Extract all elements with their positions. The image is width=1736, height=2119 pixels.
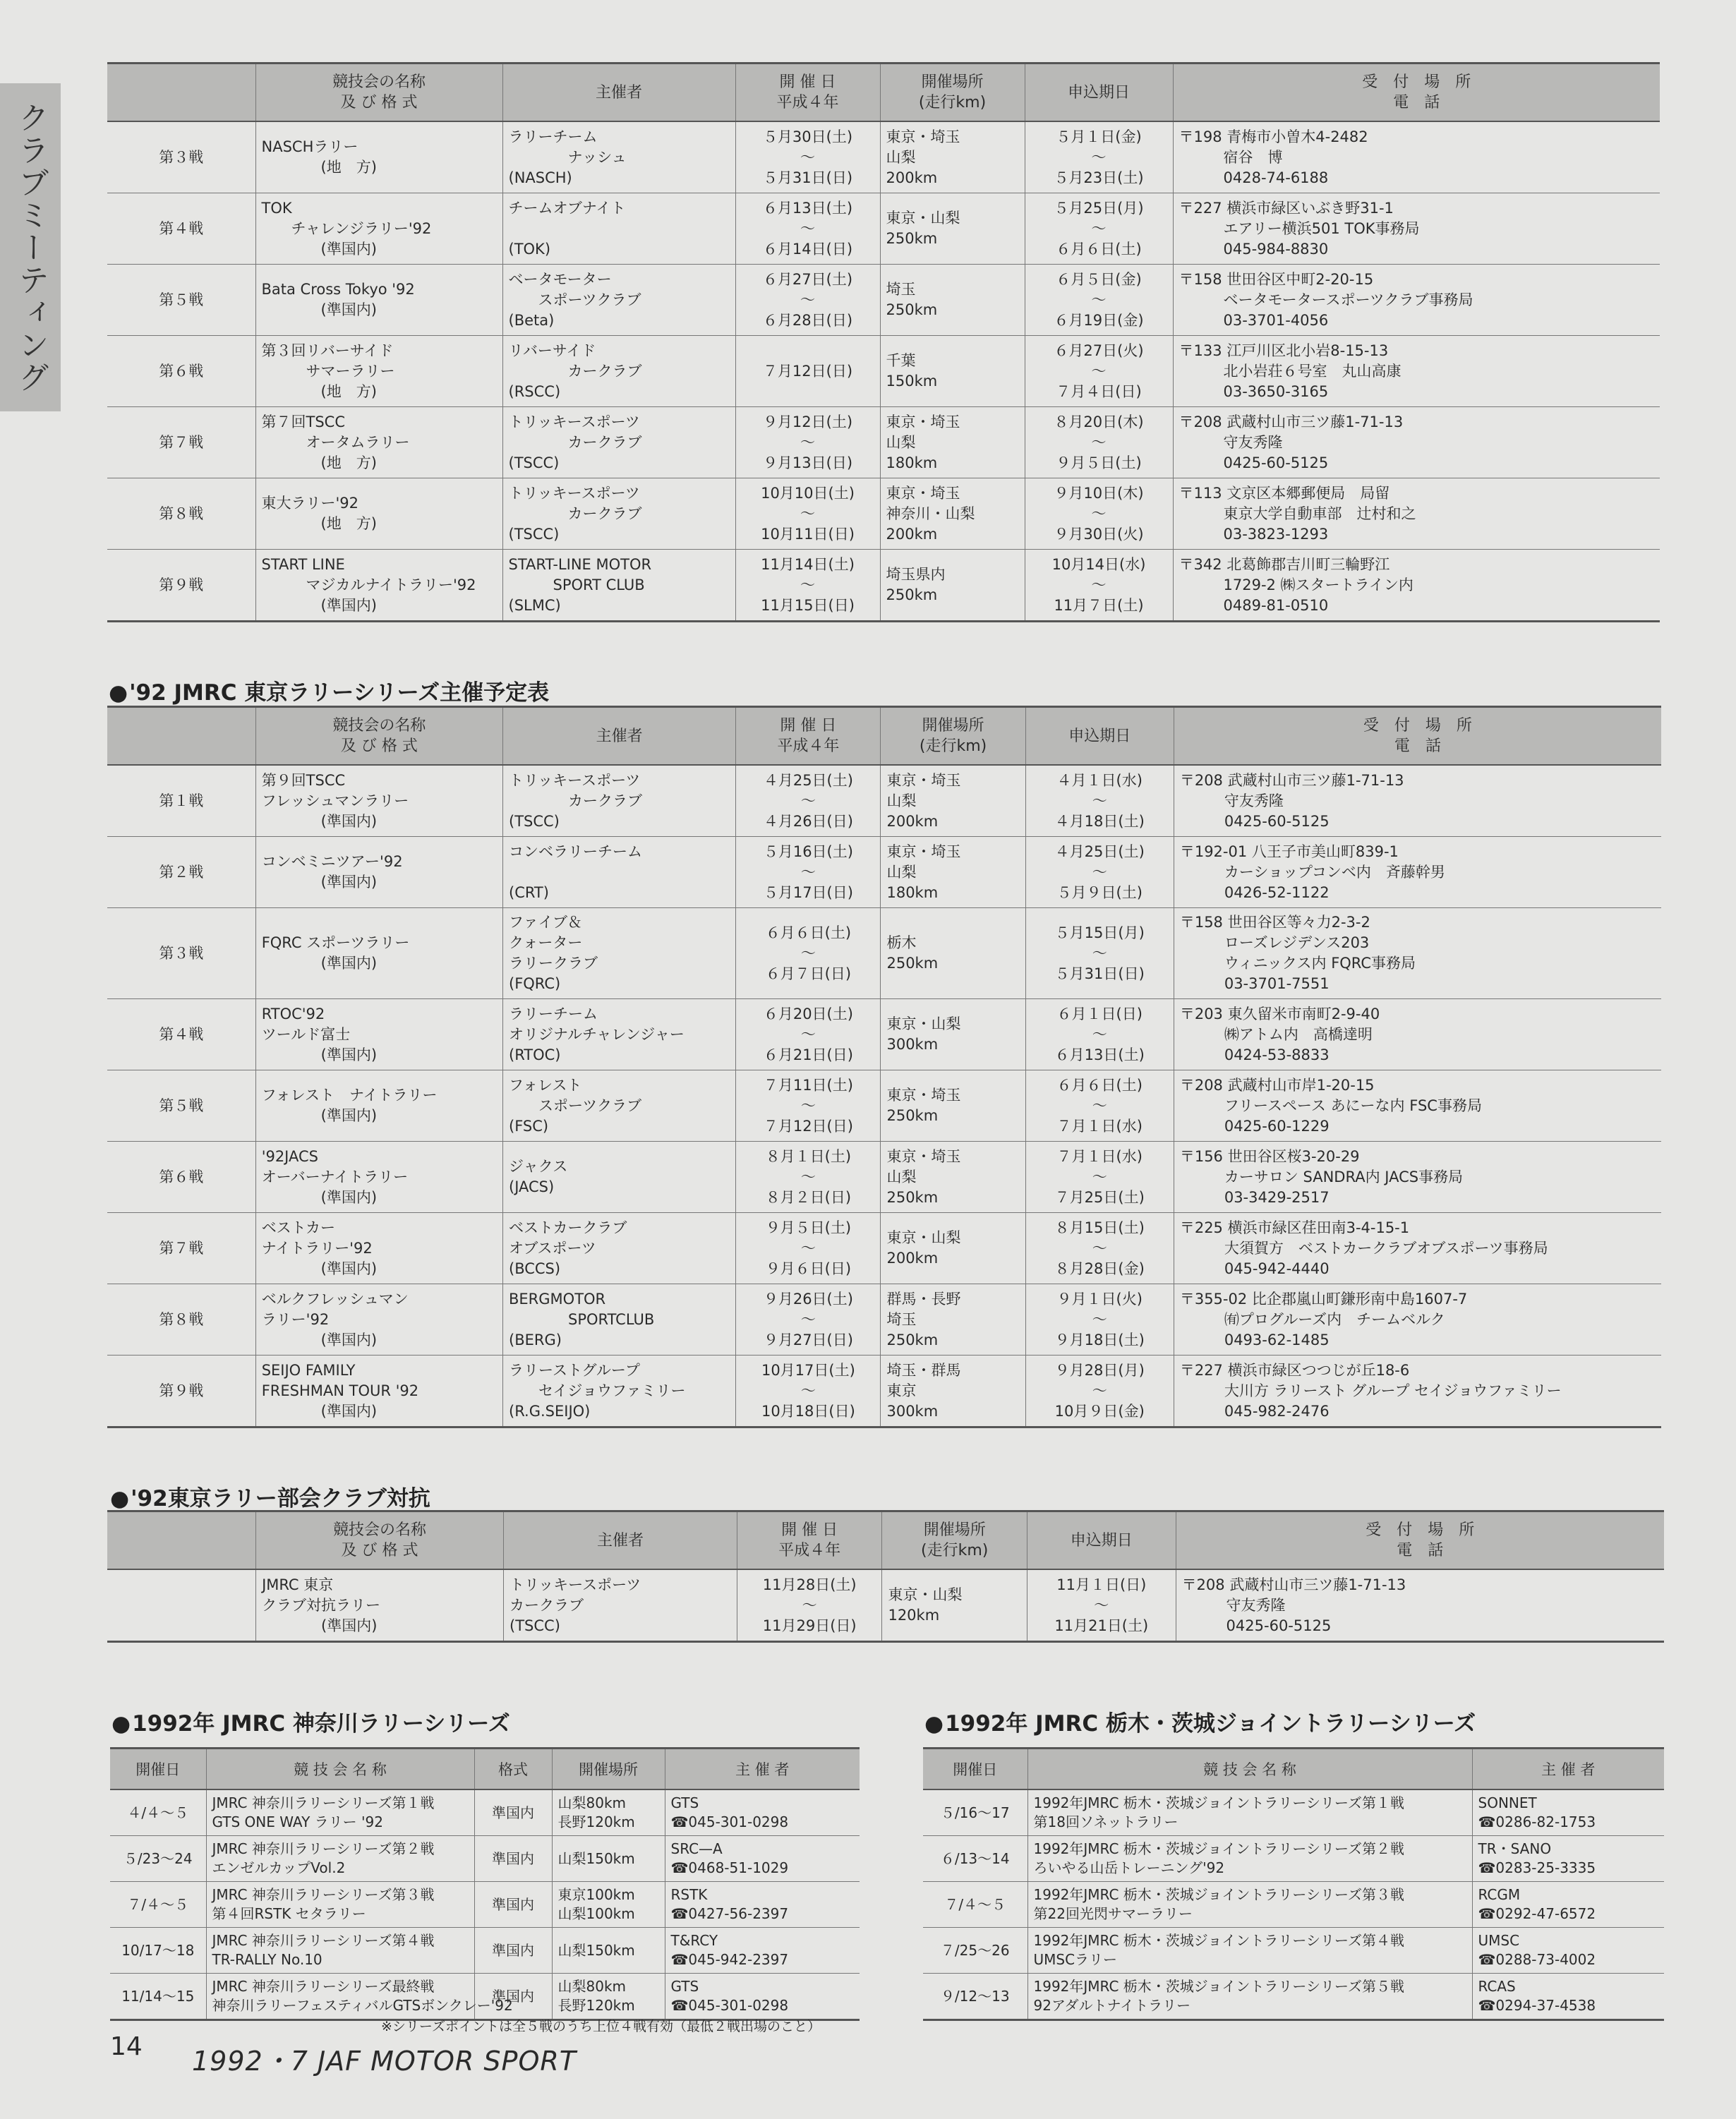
column-header: 競 技 会 名 称 — [206, 1749, 474, 1790]
grade-cell: 準国内 — [474, 1928, 552, 1974]
date-cell: ４月25日(土) 〜 ４月26日(日) — [736, 765, 881, 837]
table-row — [107, 265, 1660, 336]
column-header: 開 催 日 平成４年 — [735, 64, 880, 122]
contact-cell: 〒355-02 比企郡嵐山町鎌形南中島1607-7 ㈲プログルーズ内 チームベルク 0493-62-1485 — [1174, 1284, 1661, 1356]
section5-title: ● 1992年 JMRC 栃木・茨城ジョイントラリーシリーズ — [924, 1706, 1476, 1737]
table-row — [110, 1974, 860, 2020]
date-cell: 11月28日(土) 〜 11月29日(日) — [737, 1569, 882, 1642]
deadline-cell: 11月１日(日) 〜 11月21日(土) — [1027, 1569, 1176, 1642]
table-row — [107, 1142, 1661, 1213]
organizer-cell: トリッキースポーツ カークラブ (TSCC) — [504, 1569, 737, 1642]
column-header: 競 技 会 名 称 — [1027, 1749, 1472, 1790]
event-name-cell: フォレスト ナイトラリー (準国内) — [255, 1070, 502, 1142]
deadline-cell: ６月５日(金) 〜 ６月19日(金) — [1025, 265, 1173, 336]
column-header: 開 催 日 平成４年 — [736, 707, 881, 766]
deadline-cell: ８月15日(土) 〜 ８月28日(金) — [1025, 1213, 1174, 1284]
date-cell: ７/４〜５ — [110, 1882, 206, 1928]
event-name-cell: SEIJO FAMILY FRESHMAN TOUR '92 (準国内) — [255, 1356, 502, 1427]
column-header: 格式 — [474, 1749, 552, 1790]
event-name-cell: '92JACS オーバーナイトラリー (準国内) — [255, 1142, 502, 1213]
table-row — [110, 1882, 860, 1928]
column-header: 主催者 — [504, 1511, 737, 1570]
organizer-cell: トリッキースポーツ カークラブ (TSCC) — [503, 765, 736, 837]
column-header: 開催場所 (走行km) — [882, 1511, 1027, 1570]
column-header: 主催者 — [503, 707, 736, 766]
deadline-cell: ９月１日(火) 〜 ９月18日(土) — [1025, 1284, 1174, 1356]
date-cell: ９/12〜13 — [923, 1974, 1027, 2020]
venue-cell: 山梨80km 長野120km — [552, 1974, 665, 2020]
header-row — [107, 707, 1661, 766]
venue-cell: 埼玉 250km — [880, 265, 1025, 336]
organizer-cell: ラリーチーム ナッシュ (NASCH) — [502, 121, 735, 193]
date-cell: ９月５日(土) 〜 ９月６日(日) — [736, 1213, 881, 1284]
contact-cell: 〒227 横浜市緑区つつじが丘18-6 大川方 ラリースト グループ セイジョウファミリー 045-982-2476 — [1174, 1356, 1661, 1427]
organizer-cell: BERGMOTOR SPORTCLUB (BERG) — [503, 1284, 736, 1356]
venue-cell: 東京・山梨 300km — [881, 999, 1025, 1070]
organizer-cell: ファイブ＆ クォーター ラリークラブ (FQRC) — [503, 908, 736, 999]
table-kanagawa-series — [110, 1747, 860, 2021]
date-cell: ４/４〜５ — [110, 1789, 206, 1836]
venue-cell: 山梨150km — [552, 1836, 665, 1882]
column-header: 申込期日 — [1025, 707, 1174, 766]
event-name-cell: コンベミニツアー'92 (準国内) — [255, 837, 502, 908]
round-cell: 第６戦 — [107, 336, 255, 407]
table-row — [107, 999, 1661, 1070]
contact-cell: 〒208 武蔵村山市三ツ藤1-71-13 守友秀隆 0425-60-5125 — [1176, 1569, 1664, 1642]
event-name-cell: 第９回TSCC フレッシュマンラリー (準国内) — [255, 765, 502, 837]
table-tochigi-series — [923, 1747, 1664, 2021]
column-header: 受 付 場 所 電 話 — [1174, 707, 1661, 766]
round-cell: 第９戦 — [107, 550, 255, 622]
event-name-cell: 1992年JMRC 栃木・茨城ジョイントラリーシリーズ第５戦 92アダルトナイトラリー — [1027, 1974, 1472, 2020]
date-cell: 11/14〜15 — [110, 1974, 206, 2020]
round-cell: 第４戦 — [107, 193, 255, 265]
event-name-cell: ベルクフレッシュマン ラリー'92 (準国内) — [255, 1284, 502, 1356]
section3-title: ● '92東京ラリー部会クラブ対抗 — [110, 1480, 430, 1512]
round-cell: 第７戦 — [107, 407, 255, 478]
date-cell: ７/25〜26 — [923, 1928, 1027, 1974]
column-header: 競技会の名称 及 び 格 式 — [255, 707, 502, 766]
table-events-top — [107, 62, 1660, 622]
venue-cell: 東京・埼玉 250km — [881, 1070, 1025, 1142]
date-cell: ５/23〜24 — [110, 1836, 206, 1882]
table-row — [107, 336, 1660, 407]
round-cell: 第９戦 — [107, 1356, 255, 1427]
venue-cell: 東京・埼玉 山梨 180km — [881, 837, 1025, 908]
round-cell: 第１戦 — [107, 765, 255, 837]
organizer-cell: RSTK ☎0427-56-2397 — [665, 1882, 860, 1928]
deadline-cell: ９月10日(木) 〜 ９月30日(火) — [1025, 478, 1173, 550]
organizer-cell: SRC—A ☎0468-51-1029 — [665, 1836, 860, 1882]
table-row — [107, 121, 1660, 193]
deadline-cell: ６月27日(火) 〜 ７月４日(日) — [1025, 336, 1173, 407]
date-cell: ９月26日(土) 〜 ９月27日(日) — [736, 1284, 881, 1356]
organizer-cell: TR・SANO ☎0283-25-3335 — [1472, 1836, 1664, 1882]
contact-cell: 〒227 横浜市緑区いぶき野31-1 エアリー横浜501 TOK事務局 045-984-8830 — [1173, 193, 1660, 265]
date-cell: 10月17日(土) 〜 10月18日(日) — [736, 1356, 881, 1427]
column-header: 開催場所 (走行km) — [881, 707, 1025, 766]
date-cell: ９月12日(土) 〜 ９月13日(日) — [735, 407, 880, 478]
event-name-cell: 1992年JMRC 栃木・茨城ジョイントラリーシリーズ第２戦 ろいやる山岳トレーニング'92 — [1027, 1836, 1472, 1882]
event-name-cell: ベストカー ナイトラリー'92 (準国内) — [255, 1213, 502, 1284]
section2-title: ● '92 JMRC 東京ラリーシリーズ主催予定表 — [109, 675, 549, 706]
venue-cell: 東京100km 山梨100km — [552, 1882, 665, 1928]
date-cell: ６/13〜14 — [923, 1836, 1027, 1882]
section-side-tab — [0, 83, 61, 411]
header-row — [107, 1511, 1664, 1570]
table-row — [923, 1789, 1664, 1836]
event-name-cell: 東大ラリー'92 (地 方) — [255, 478, 502, 550]
venue-cell: 東京・埼玉 神奈川・山梨 200km — [880, 478, 1025, 550]
date-cell: ５/16〜17 — [923, 1789, 1027, 1836]
date-cell: 11月14日(土) 〜 11月15日(日) — [735, 550, 880, 622]
date-cell: 10月10日(土) 〜 10月11日(日) — [735, 478, 880, 550]
contact-cell: 〒225 横浜市緑区荏田南3-4-15-1 大須賀方 ベストカークラブオブスポーツ事務局 045-942-4440 — [1174, 1213, 1661, 1284]
event-name-cell: 1992年JMRC 栃木・茨城ジョイントラリーシリーズ第４戦 UMSCラリー — [1027, 1928, 1472, 1974]
venue-cell: 埼玉・群馬 東京 300km — [881, 1356, 1025, 1427]
deadline-cell: ８月20日(木) 〜 ９月５日(土) — [1025, 407, 1173, 478]
venue-cell: 東京・埼玉 山梨 200km — [881, 765, 1025, 837]
deadline-cell: ４月１日(水) 〜 ４月18日(土) — [1025, 765, 1174, 837]
date-cell: ７月11日(土) 〜 ７月12日(日) — [736, 1070, 881, 1142]
organizer-cell: UMSC ☎0288-73-4002 — [1472, 1928, 1664, 1974]
venue-cell: 山梨80km 長野120km — [552, 1789, 665, 1836]
deadline-cell: ４月25日(土) 〜 ５月９日(土) — [1025, 837, 1174, 908]
table-club-match — [107, 1510, 1664, 1643]
header-row — [107, 64, 1660, 122]
venue-cell: 千葉 150km — [880, 336, 1025, 407]
table-row — [110, 1836, 860, 1882]
column-header: 受 付 場 所 電 話 — [1173, 64, 1660, 122]
column-header: 競技会の名称 及 び 格 式 — [256, 1511, 504, 1570]
organizer-cell: ラリーチーム オリジナルチャレンジャー (RTOC) — [503, 999, 736, 1070]
event-name-cell: START LINE マジカルナイトラリー'92 (準国内) — [255, 550, 502, 622]
venue-cell: 東京・埼玉 山梨 250km — [881, 1142, 1025, 1213]
table-row — [110, 1928, 860, 1974]
contact-cell: 〒192-01 八王子市美山町839-1 カーショップコンベ内 斉藤幹男 0426-52-1122 — [1174, 837, 1661, 908]
event-name-cell: 1992年JMRC 栃木・茨城ジョイントラリーシリーズ第１戦 第18回ソネットラリー — [1027, 1789, 1472, 1836]
table-row — [107, 407, 1660, 478]
grade-cell: 準国内 — [474, 1836, 552, 1882]
contact-cell: 〒208 武蔵村山市岸1-20-15 フリースペース あにーな内 FSC事務局 0425-60-1229 — [1174, 1070, 1661, 1142]
grade-cell: 準国内 — [474, 1789, 552, 1836]
organizer-cell: GTS ☎045-301-0298 — [665, 1789, 860, 1836]
contact-cell: 〒158 世田谷区中町2-20-15 ベータモータースポーツクラブ事務局 03-3701-4056 — [1173, 265, 1660, 336]
venue-cell: 埼玉県内 250km — [880, 550, 1025, 622]
table-row — [107, 1070, 1661, 1142]
table-row — [107, 478, 1660, 550]
column-header — [107, 1511, 256, 1570]
contact-cell: 〒342 北葛飾郡吉川町三輪野江 1729-2 ㈱スタートライン内 0489-81-0510 — [1173, 550, 1660, 622]
deadline-cell: ５月１日(金) 〜 ５月23日(土) — [1025, 121, 1173, 193]
date-cell: ５月16日(土) 〜 ５月17日(日) — [736, 837, 881, 908]
table-row — [107, 765, 1661, 837]
deadline-cell: ６月１日(日) 〜 ６月13日(土) — [1025, 999, 1174, 1070]
deadline-cell: ５月15日(月) 〜 ５月31日(日) — [1025, 908, 1174, 999]
round-cell: 第７戦 — [107, 1213, 255, 1284]
deadline-cell: 10月14日(水) 〜 11月７日(土) — [1025, 550, 1173, 622]
organizer-cell: ベストカークラブ オブスポーツ (BCCS) — [503, 1213, 736, 1284]
date-cell: ８月１日(土) 〜 ８月２日(日) — [736, 1142, 881, 1213]
contact-cell: 〒208 武蔵村山市三ツ藤1-71-13 守友秀隆 0425-60-5125 — [1173, 407, 1660, 478]
date-cell: ６月13日(土) 〜 ６月14日(日) — [735, 193, 880, 265]
event-name-cell: NASCHラリー (地 方) — [255, 121, 502, 193]
column-header: 受 付 場 所 電 話 — [1176, 1511, 1664, 1570]
contact-cell: 〒113 文京区本郷郵便局 局留 東京大学自動車部 辻村和之 03-3823-1293 — [1173, 478, 1660, 550]
deadline-cell: ９月28日(月) 〜 10月９日(金) — [1025, 1356, 1174, 1427]
table-row — [107, 837, 1661, 908]
round-cell: 第３戦 — [107, 908, 255, 999]
column-header — [107, 64, 255, 122]
column-header: 開催場所 (走行km) — [880, 64, 1025, 122]
event-name-cell: JMRC 東京 クラブ対抗ラリー (準国内) — [256, 1569, 504, 1642]
column-header: 競技会の名称 及 び 格 式 — [255, 64, 502, 122]
date-cell: ５月30日(土) 〜 ５月31日(日) — [735, 121, 880, 193]
round-cell: 第４戦 — [107, 999, 255, 1070]
organizer-cell: GTS ☎045-301-0298 — [665, 1974, 860, 2020]
table-row — [107, 1569, 1664, 1642]
date-cell: ７/４〜５ — [923, 1882, 1027, 1928]
organizer-cell: START-LINE MOTOR SPORT CLUB (SLMC) — [502, 550, 735, 622]
side-tab-label: クラブミーティング — [13, 102, 49, 394]
page-number: 14 — [110, 2032, 143, 2061]
table-row — [107, 908, 1661, 999]
date-cell: ６月20日(土) 〜 ６月21日(日) — [736, 999, 881, 1070]
column-header: 開催日 — [110, 1749, 206, 1790]
event-name-cell: RTOC'92 ツールド富士 (準国内) — [255, 999, 502, 1070]
date-cell: 10/17〜18 — [110, 1928, 206, 1974]
organizer-cell: ラリーストグループ セイジョウファミリー (R.G.SEIJO) — [503, 1356, 736, 1427]
venue-cell: 山梨150km — [552, 1928, 665, 1974]
contact-cell: 〒198 青梅市小曽木4-2482 宿谷 博 0428-74-6188 — [1173, 121, 1660, 193]
deadline-cell: ６月６日(土) 〜 ７月１日(水) — [1025, 1070, 1174, 1142]
venue-cell: 東京・山梨 250km — [880, 193, 1025, 265]
organizer-cell: フォレスト スポーツクラブ (FSC) — [503, 1070, 736, 1142]
header-row — [110, 1749, 860, 1790]
table-row — [923, 1928, 1664, 1974]
table-tokyo-series — [107, 706, 1661, 1428]
venue-cell: 東京・山梨 200km — [881, 1213, 1025, 1284]
venue-cell: 群馬・長野 埼玉 250km — [881, 1284, 1025, 1356]
round-cell: 第６戦 — [107, 1142, 255, 1213]
round-cell: 第２戦 — [107, 837, 255, 908]
table-row — [107, 550, 1660, 622]
grade-cell: 準国内 — [474, 1974, 552, 2020]
round-cell: 第５戦 — [107, 265, 255, 336]
deadline-cell: ７月１日(水) 〜 ７月25日(土) — [1025, 1142, 1174, 1213]
column-header: 開催日 — [923, 1749, 1027, 1790]
contact-cell: 〒208 武蔵村山市三ツ藤1-71-13 守友秀隆 0425-60-5125 — [1174, 765, 1661, 837]
event-name-cell: JMRC 神奈川ラリーシリーズ第３戦 第４回RSTK セタラリー — [206, 1882, 474, 1928]
event-name-cell: 第３回リバーサイド サマーラリー (地 方) — [255, 336, 502, 407]
organizer-cell: ジャクス (JACS) — [503, 1142, 736, 1213]
table-row — [110, 1789, 860, 1836]
column-header: 申込期日 — [1027, 1511, 1176, 1570]
series-footnote: ※シリーズポイントは全５戦のうち上位４戦有効（最低２戦出場のこと） — [381, 2019, 821, 2034]
venue-cell: 東京・埼玉 山梨 200km — [880, 121, 1025, 193]
venue-cell: 東京・山梨 120km — [882, 1569, 1027, 1642]
round-cell: 第３戦 — [107, 121, 255, 193]
column-header: 開 催 日 平成４年 — [737, 1511, 882, 1570]
contact-cell: 〒156 世田谷区桜3-20-29 カーサロン SANDRA内 JACS事務局 03-3429-2517 — [1174, 1142, 1661, 1213]
organizer-cell: チームオブナイト (TOK) — [502, 193, 735, 265]
column-header: 申込期日 — [1025, 64, 1173, 122]
table-row — [923, 1882, 1664, 1928]
round-cell: 第５戦 — [107, 1070, 255, 1142]
event-name-cell: JMRC 神奈川ラリーシリーズ第１戦 GTS ONE WAY ラリー '92 — [206, 1789, 474, 1836]
organizer-cell: ベータモーター スポーツクラブ (Beta) — [502, 265, 735, 336]
round-cell: 第８戦 — [107, 478, 255, 550]
venue-cell: 栃木 250km — [881, 908, 1025, 999]
round-cell — [107, 1569, 256, 1642]
event-name-cell: JMRC 神奈川ラリーシリーズ第２戦 エンゼルカップVol.2 — [206, 1836, 474, 1882]
contact-cell: 〒158 世田谷区等々力2-3-2 ローズレジデンス203 ウィニックス内 FQRC事務局 03-3701-7551 — [1174, 908, 1661, 999]
column-header — [107, 707, 255, 766]
column-header: 主催者 — [502, 64, 735, 122]
organizer-cell: RCAS ☎0294-37-4538 — [1472, 1974, 1664, 2020]
contact-cell: 〒133 江戸川区北小岩8-15-13 北小岩荘６号室 丸山高康 03-3650-3165 — [1173, 336, 1660, 407]
event-name-cell: TOK チャレンジラリー'92 (準国内) — [255, 193, 502, 265]
date-cell: ７月12日(日) — [735, 336, 880, 407]
organizer-cell: SONNET ☎0286-82-1753 — [1472, 1789, 1664, 1836]
organizer-cell: RCGM ☎0292-47-6572 — [1472, 1882, 1664, 1928]
contact-cell: 〒203 東久留米市南町2-9-40 ㈱アトム内 高橋達明 0424-53-8833 — [1174, 999, 1661, 1070]
column-header: 主 催 者 — [1472, 1749, 1664, 1790]
table-row — [107, 1356, 1661, 1427]
event-name-cell: 第７回TSCC オータムラリー (地 方) — [255, 407, 502, 478]
date-cell: ６月６日(土) 〜 ６月７日(日) — [736, 908, 881, 999]
date-cell: ６月27日(土) 〜 ６月28日(日) — [735, 265, 880, 336]
table-row — [107, 193, 1660, 265]
organizer-cell: T&RCY ☎045-942-2397 — [665, 1928, 860, 1974]
round-cell: 第８戦 — [107, 1284, 255, 1356]
venue-cell: 東京・埼玉 山梨 180km — [880, 407, 1025, 478]
column-header: 主 催 者 — [665, 1749, 860, 1790]
organizer-cell: コンベラリーチーム (CRT) — [503, 837, 736, 908]
table-row — [923, 1836, 1664, 1882]
organizer-cell: トリッキースポーツ カークラブ (TSCC) — [502, 407, 735, 478]
grade-cell: 準国内 — [474, 1882, 552, 1928]
deadline-cell: ５月25日(月) 〜 ６月６日(土) — [1025, 193, 1173, 265]
event-name-cell: JMRC 神奈川ラリーシリーズ最終戦 神奈川ラリーフェスティバルGTSボンクレー'92 — [206, 1974, 474, 2020]
table-row — [107, 1284, 1661, 1356]
table-row — [107, 1213, 1661, 1284]
organizer-cell: リバーサイド カークラブ (RSCC) — [502, 336, 735, 407]
event-name-cell: 1992年JMRC 栃木・茨城ジョイントラリーシリーズ第３戦 第22回光閃サマーラリー — [1027, 1882, 1472, 1928]
column-header: 開催場所 — [552, 1749, 665, 1790]
event-name-cell: JMRC 神奈川ラリーシリーズ第４戦 TR-RALLY No.10 — [206, 1928, 474, 1974]
event-name-cell: FQRC スポーツラリー (準国内) — [255, 908, 502, 999]
magazine-footer-title: 1992・7 JAF MOTOR SPORT — [192, 2046, 577, 2077]
table-row — [923, 1974, 1664, 2020]
section4-title: ● 1992年 JMRC 神奈川ラリーシリーズ — [111, 1706, 510, 1737]
organizer-cell: トリッキースポーツ カークラブ (TSCC) — [502, 478, 735, 550]
header-row — [923, 1749, 1664, 1790]
event-name-cell: Bata Cross Tokyo '92 (準国内) — [255, 265, 502, 336]
